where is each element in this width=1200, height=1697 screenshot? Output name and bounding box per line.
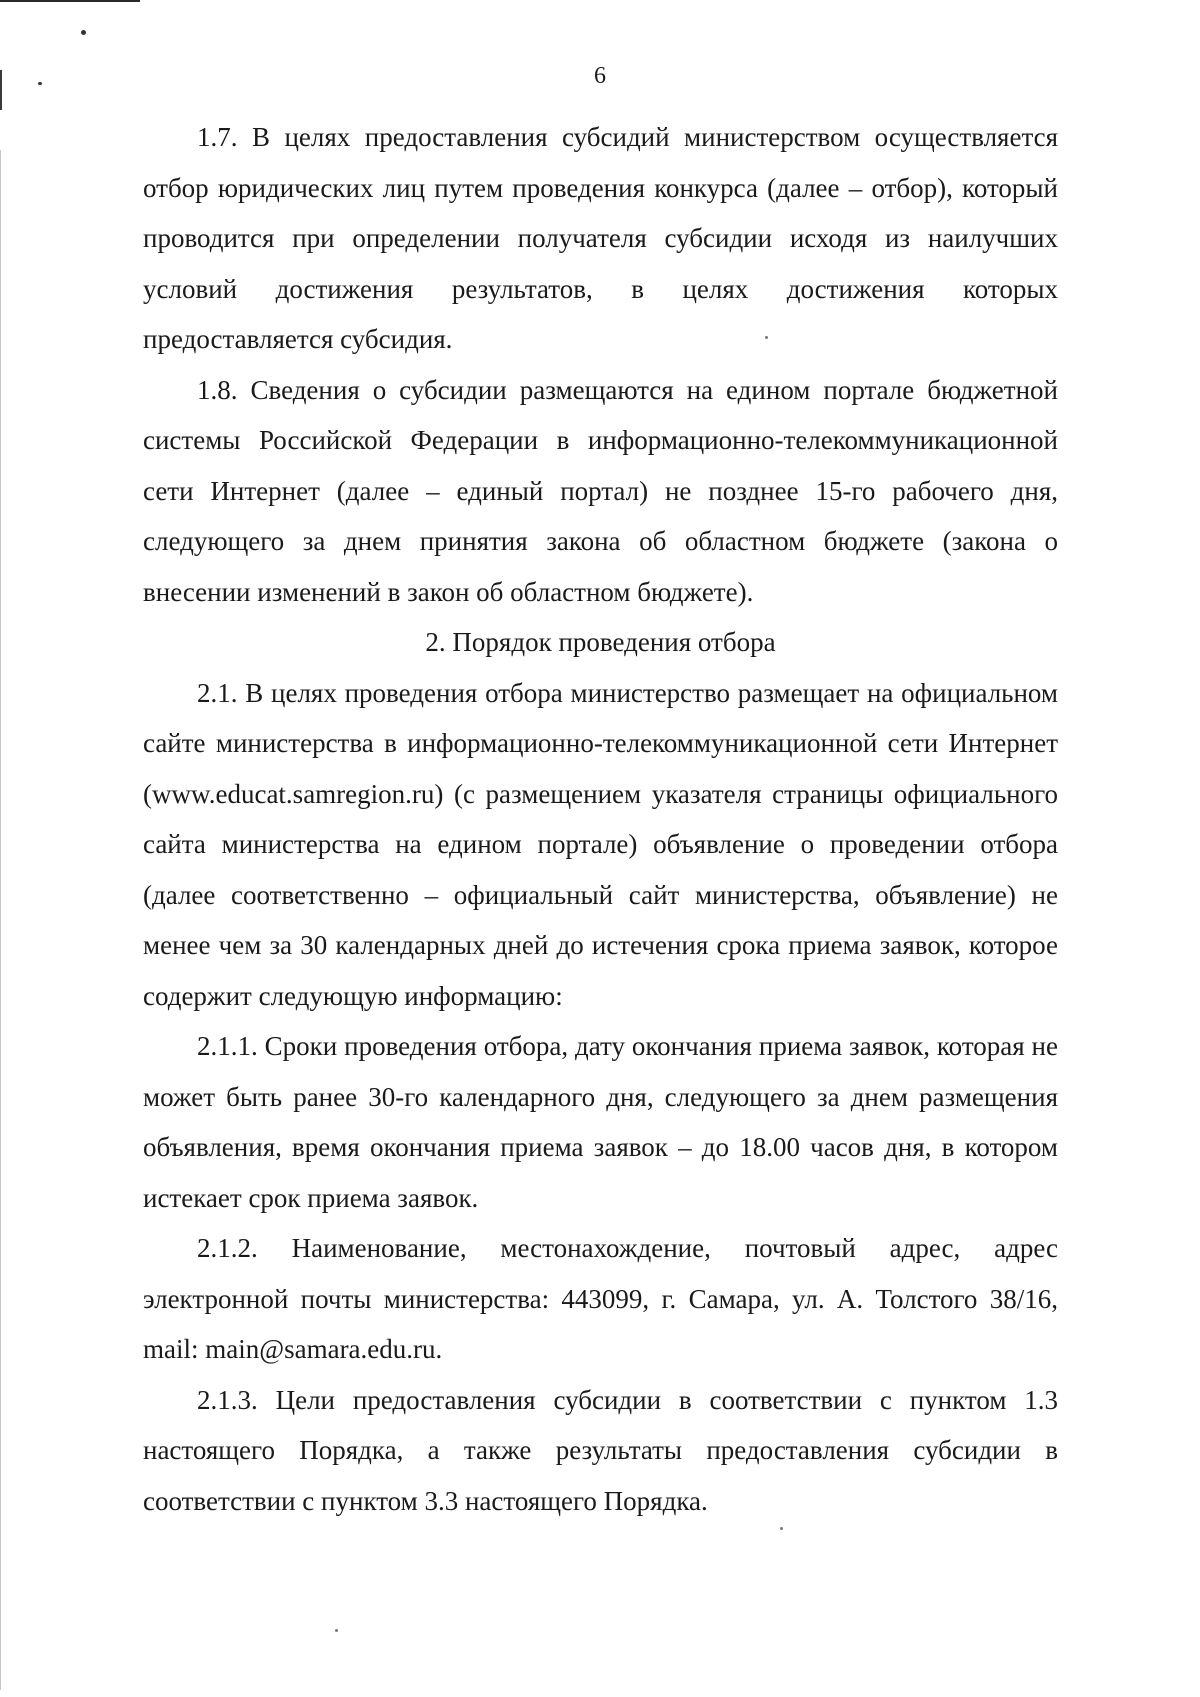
page-number: 6 [594,63,606,89]
paragraph-1-7: 1.7. В целях предоставления субсидий министерством осуществляется отбор юридических лиц путем проведения конкурса (далее – отбор), который проводится при определении получателя субсидии исходя из наилучших условий достижения результатов, в целях достижения которых предоставляется субсидия. [143,122,1058,354]
paragraph-2-1-2: 2.1.2. Наименование, местонахождение, почтовый адрес, адрес электронной почты министерства: 443099, г. Самара, ул. А. Толстого 38/16, mail: main@samara.edu.ru. [143,1233,1058,1364]
scan-speck [335,1629,338,1632]
scan-edge-shadow [0,150,1,1690]
scan-edge-line [0,0,140,2]
scan-speck [780,1527,783,1530]
scan-speck [81,30,86,35]
paragraph-1-8: 1.8. Сведения о субсидии размещаются на едином портале бюджетной системы Российской Федерации в информационно-телекоммуникационной сети Интернет (далее – единый портал) не позднее 15-го рабочего дня, следующего за днем принятия закона об областном бюджете (закона о внесении изменений в закон об областном бюджете). [143,374,1058,607]
paragraph-2-1-3: 2.1.3. Цели предоставления субсидии в соответствии с пунктом 1.3 настоящего Порядка, а также результаты предоставления субсидии в соответствии с пунктом 3.3 настоящего Порядка. [143,1384,1058,1516]
section-2-heading: 2. Порядок проведения отбора [425,627,776,657]
paragraph-2-1: 2.1. В целях проведения отбора министерство размещает на официальном сайте министерства в информационно-телекоммуникационной сети Интернет (www.educat.samregion.ru) (с размещением указателя страницы официального сайта министерства на едином портале) объявление о проведении отбора (далее соответственно – официальный сайт министерства, объявление) не менее чем за 30 календарных дней до истечения срока приема заявок, которое содержит следующую информацию: [143,677,1058,1011]
document-body [143,112,1058,1526]
paragraph-2-1-1: 2.1.1. Сроки проведения отбора, дату окончания приема заявок, которая не может быть ранее 30-го календарного дня, следующего за днем размещения объявления, время окончания приема заявок – до 18.00 часов дня, в котором истекает срок приема заявок. [143,1031,1058,1213]
